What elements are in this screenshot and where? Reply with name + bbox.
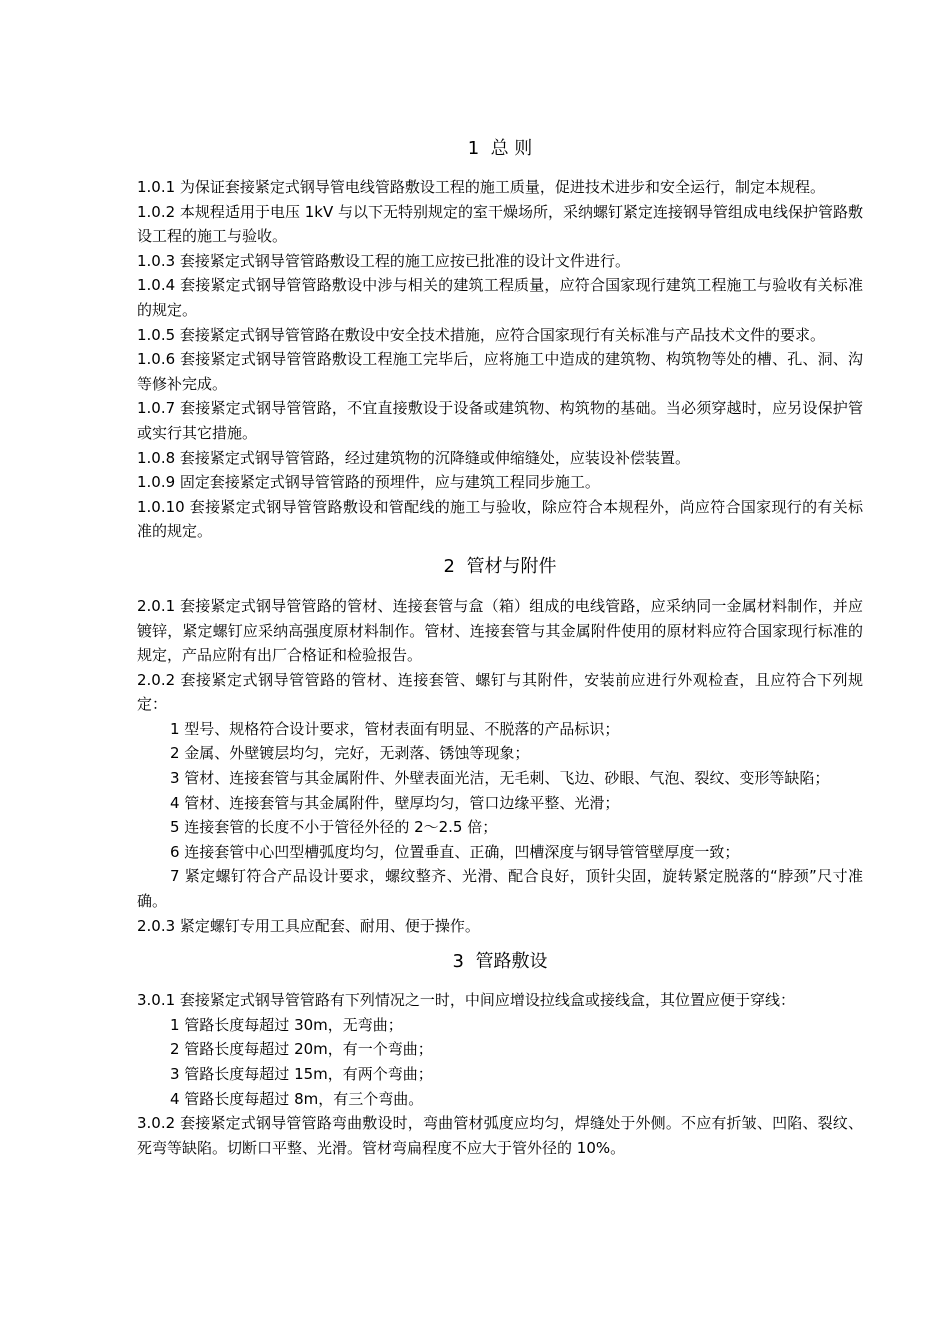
- clause-3-0-1-item-3: 3 管路长度每超过 15m，有两个弯曲；: [170, 1065, 433, 1083]
- clause-1-0-8: 1.0.8 套接紧定式钢导管管路，经过建筑物的沉降缝或伸缩缝处，应装设补偿装置。: [137, 448, 690, 467]
- clause-2-0-2-item-4: 4 管材、连接套管与其金属附件，壁厚均匀，管口边缘平整、光滑；: [170, 793, 620, 812]
- document-body: [137, 136, 863, 1160]
- clause-3-0-1: 3.0.1 套接紧定式钢导管管路有下列情况之一时，中间应增设拉线盒或接线盒，其位置应便于穿线：: [137, 991, 795, 1010]
- clause-2-0-2-item-5: 5 连接套管的长度不小于管径外径的 2～2.5 倍；: [170, 818, 498, 837]
- clause-2-0-2-item-1: 1 型号、规格符合设计要求，管材表面有明显、不脱落的产品标识；: [170, 719, 620, 738]
- clause-1-0-10: 1.0.10 套接紧定式钢导管管路敷设和管配线的施工与验收，除应符合本规程外，尚应符合国家现行的有关标准的规定。: [137, 497, 863, 541]
- clause-1-0-6: 1.0.6 套接紧定式钢导管管路敷设工程施工完毕后，应将施工中造成的建筑物、构筑物等处的槽、孔、洞、沟等修补完成。: [137, 350, 863, 393]
- clause-2-0-2-item-2: 2 金属、外壁镀层均匀，完好，无剥落、锈蚀等现象；: [170, 744, 530, 763]
- clause-2-0-3: 2.0.3 紧定螺钉专用工具应配套、耐用、便于操作。: [137, 916, 480, 935]
- clause-2-0-2-item-6: 6 连接套管中心凹型槽弧度均匀，位置垂直、正确，凹槽深度与钢导管管壁厚度一致；: [170, 842, 740, 861]
- clause-1-0-5: 1.0.5 套接紧定式钢导管管路在敷设中安全技术措施，应符合国家现行有关标准与产品技术文件的要求。: [137, 325, 825, 344]
- clause-1-0-3: 1.0.3 套接紧定式钢导管管路敷设工程的施工应按已批准的设计文件进行。: [137, 251, 630, 270]
- clause-2-0-2-item-7: 7 紧定螺钉符合产品设计要求，螺纹整齐、光滑、配合良好，顶针尖固，旋转紧定脱落的“脖颈”尺寸准确。: [137, 867, 863, 911]
- clause-1-0-1: 1.0.1 为保证套接紧定式钢导管电线管路敷设工程的施工质量，促进技术进步和安全运行，制定本规程。: [137, 178, 825, 196]
- clause-2-0-2-item-3: 3 管材、连接套管与其金属附件、外壁表面光洁，无毛刺、飞边、砂眼、气泡、裂纹、变形等缺陷；: [170, 769, 830, 788]
- clause-1-0-9: 1.0.9 固定套接紧定式钢导管管路的预埋件，应与建筑工程同步施工。: [137, 473, 600, 492]
- section-2-heading: 2 管材与附件: [443, 555, 557, 577]
- clause-1-0-4: 1.0.4 套接紧定式钢导管管路敷设中涉与相关的建筑工程质量，应符合国家现行建筑工程施工与验收有关标准的规定。: [137, 276, 863, 319]
- clause-2-0-2: 2.0.2 套接紧定式钢导管管路的管材、连接套管、螺钉与其附件，安装前应进行外观检查，且应符合下列规定：: [137, 670, 863, 714]
- clause-3-0-2: 3.0.2 套接紧定式钢导管管路弯曲敷设时，弯曲管材弧度应均匀，焊缝处于外侧。不应有折皱、凹陷、裂纹、死弯等缺陷。切断口平整、光滑。管材弯扁程度不应大于管外径的 10%。: [137, 1114, 863, 1157]
- section-1-body: [137, 175, 863, 544]
- clause-3-0-1-item-1: 1 管路长度每超过 30m，无弯曲；: [170, 1015, 403, 1034]
- clause-1-0-2: 1.0.2 本规程适用于电压 1kV 与以下无特别规定的室干燥场所，采纳螺钉紧定连接钢导管组成电线保护管路敷设工程的施工与验收。: [137, 202, 863, 246]
- clause-3-0-1-item-4: 4 管路长度每超过 8m，有三个弯曲。: [170, 1089, 424, 1108]
- clause-3-0-1-item-2: 2 管路长度每超过 20m，有一个弯曲；: [170, 1040, 433, 1059]
- clause-2-0-1: 2.0.1 套接紧定式钢导管管路的管材、连接套管与盒（箱）组成的电线管路，应采纳同一金属材料制作，并应镀锌，紧定螺钉应采纳高强度原材料制作。管材、连接套管与其金属附件使用的原材料应符合国家现行标准的规定，产品应附有出厂合格证和检验报告。: [137, 596, 863, 665]
- section-1-heading: 1 总 则: [467, 138, 533, 159]
- section-2-body: [137, 594, 863, 938]
- clause-1-0-7: 1.0.7 套接紧定式钢导管管路，不宜直接敷设于设备或建筑物、构筑物的基础。当必须穿越时，应另设保护管或实行其它措施。: [137, 399, 863, 442]
- section-3-body: [137, 988, 863, 1160]
- section-3-heading: 3 管路敷设: [452, 951, 548, 973]
